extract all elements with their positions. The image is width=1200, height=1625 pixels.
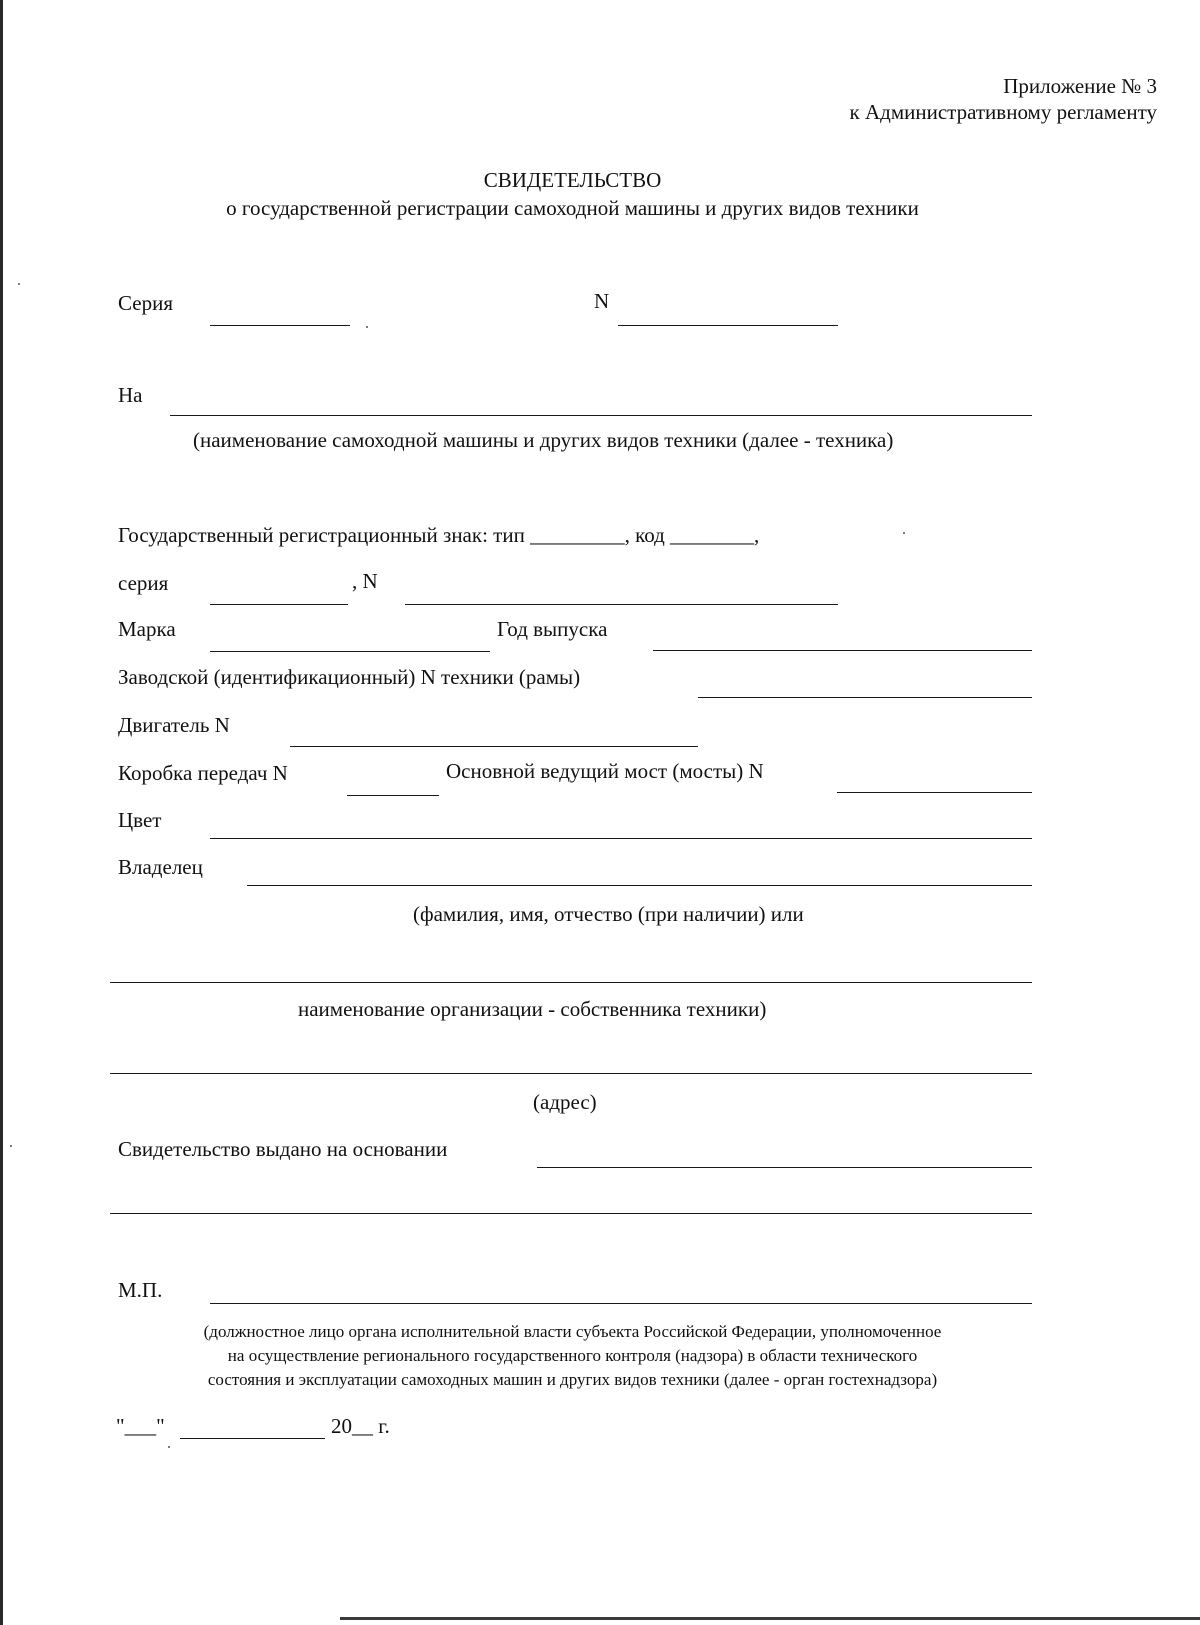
scan-speck bbox=[168, 1446, 170, 1448]
address-caption: (адрес) bbox=[533, 1090, 597, 1114]
on-label: На bbox=[118, 383, 143, 407]
plate-number-label: , N bbox=[352, 569, 378, 593]
document-subtitle: о государственной регистрации самоходной машины и других видов техники bbox=[226, 196, 919, 220]
scan-speck bbox=[366, 326, 368, 328]
owner-caption-1: (фамилия, имя, отчество (при наличии) или bbox=[413, 902, 804, 926]
date-month-line[interactable] bbox=[180, 1438, 325, 1439]
owner-field-line[interactable] bbox=[247, 885, 1032, 886]
official-caption-1: (должностное лицо органа исполнительной власти субъекта Российской Федерации, уполномоченное bbox=[203, 1322, 942, 1341]
basis-label: Свидетельство выдано на основании bbox=[118, 1137, 448, 1161]
owner-field-line-2[interactable] bbox=[110, 982, 1032, 983]
stamp-label: М.П. bbox=[118, 1278, 163, 1302]
plate-series-line[interactable] bbox=[210, 604, 348, 605]
date-year-field[interactable]: 20__ г. bbox=[331, 1414, 390, 1438]
engine-label: Двигатель N bbox=[118, 713, 230, 737]
basis-field-line[interactable] bbox=[537, 1167, 1032, 1168]
factory-number-line[interactable] bbox=[698, 697, 1032, 698]
brand-field-line[interactable] bbox=[210, 651, 490, 652]
official-signature-line[interactable] bbox=[210, 1303, 1032, 1304]
number-label: N bbox=[594, 289, 610, 313]
gearbox-label: Коробка передач N bbox=[118, 761, 288, 785]
official-caption-2: на осуществление регионального государственного контроля (надзора) в области технического bbox=[227, 1346, 918, 1365]
owner-label: Владелец bbox=[118, 855, 203, 879]
factory-number-label: Заводской (идентификационный) N техники (рамы) bbox=[118, 665, 581, 689]
address-field-line[interactable] bbox=[110, 1073, 1032, 1074]
engine-field-line[interactable] bbox=[290, 746, 698, 747]
color-label: Цвет bbox=[118, 808, 162, 832]
basis-field-line-2[interactable] bbox=[110, 1213, 1032, 1214]
color-field-line[interactable] bbox=[210, 838, 1032, 839]
owner-caption-2: наименование организации - собственника техники) bbox=[298, 997, 767, 1021]
series-field-line[interactable] bbox=[210, 325, 350, 326]
gearbox-field-line[interactable] bbox=[347, 795, 439, 796]
scan-bottom-edge bbox=[340, 1617, 1200, 1620]
brand-label: Марка bbox=[118, 617, 176, 641]
scan-speck bbox=[903, 532, 905, 534]
axle-label: Основной ведущий мост (мосты) N bbox=[446, 759, 764, 783]
number-field-line[interactable] bbox=[618, 325, 838, 326]
year-label: Год выпуска bbox=[497, 617, 608, 641]
document-title: СВИДЕТЕЛЬСТВО bbox=[483, 168, 662, 192]
regulation-label: к Административному регламенту bbox=[849, 100, 1157, 124]
axle-field-line[interactable] bbox=[837, 792, 1032, 793]
official-caption-3: состояния и эксплуатации самоходных машин и других видов техники (далее - орган гостехнадзора) bbox=[207, 1370, 938, 1389]
appendix-label: Приложение № 3 bbox=[1003, 74, 1157, 98]
scan-speck bbox=[18, 283, 20, 285]
date-day-field[interactable]: "___" bbox=[116, 1414, 165, 1438]
plate-number-line[interactable] bbox=[405, 604, 838, 605]
plate-series-label: серия bbox=[118, 571, 169, 595]
scan-speck bbox=[10, 1145, 12, 1147]
year-field-line[interactable] bbox=[653, 650, 1032, 651]
series-label: Серия bbox=[118, 291, 173, 315]
machine-name-caption: (наименование самоходной машины и других видов техники (далее - техника) bbox=[193, 428, 894, 452]
plate-label: Государственный регистрационный знак: тип _________, код ________, bbox=[118, 523, 760, 547]
machine-name-line[interactable] bbox=[170, 415, 1032, 416]
